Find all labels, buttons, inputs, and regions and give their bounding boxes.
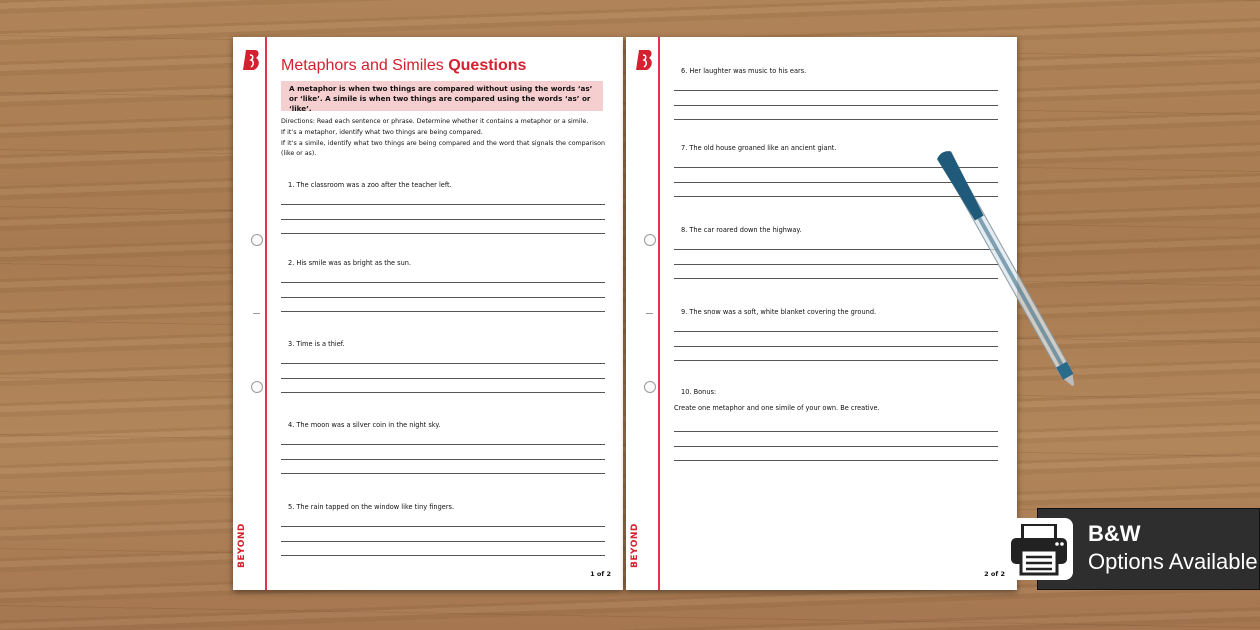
question-text: 3. Time is a thief. bbox=[288, 340, 345, 348]
directions-line: Directions: Read each sentence or phrase. Determine whether it contains a metaphor or a simile. bbox=[281, 118, 589, 125]
question-text: 9. The snow was a soft, white blanket covering the ground. bbox=[681, 308, 877, 316]
title-plain: Metaphors and Similes bbox=[281, 57, 444, 74]
printer-icon bbox=[1003, 516, 1075, 582]
title-bold: Questions bbox=[448, 57, 527, 74]
question-text: 7. The old house groaned like an ancient giant. bbox=[681, 144, 837, 152]
badge-subtitle: Options Available bbox=[1088, 549, 1258, 574]
page-number: 2 of 2 bbox=[984, 570, 1005, 578]
question-text: 1. The classroom was a zoo after the teacher left. bbox=[288, 181, 452, 189]
bonus-instructions: Create one metaphor and one simile of your own. Be creative. bbox=[674, 404, 880, 412]
badge-title: B&W bbox=[1088, 521, 1141, 546]
directions-line: If it’s a simile, identify what two things are being compared and the word that signals the comparison (like or as). bbox=[281, 140, 605, 157]
brand-label: BEYOND bbox=[237, 523, 247, 569]
question-text: 8. The car roared down the highway. bbox=[681, 226, 802, 234]
page-number: 1 of 2 bbox=[590, 570, 611, 578]
directions-line: If it’s a metaphor, identify what two things are being compared. bbox=[281, 129, 483, 136]
brand-label: BEYOND bbox=[630, 523, 640, 569]
question-text: 6. Her laughter was music to his ears. bbox=[681, 67, 807, 75]
definition-box: A metaphor is when two things are compared without using the words ‘as’ or ‘like’. A simile is when two things are compared using the words ‘as’ or ‘like’. bbox=[281, 81, 603, 111]
question-text: 5. The rain tapped on the window like tiny fingers. bbox=[288, 503, 455, 511]
question-text: 4. The moon was a silver coin in the night sky. bbox=[288, 421, 441, 429]
question-text: 10. Bonus: bbox=[681, 388, 717, 396]
question-text: 2. His smile was as bright as the sun. bbox=[288, 259, 412, 267]
